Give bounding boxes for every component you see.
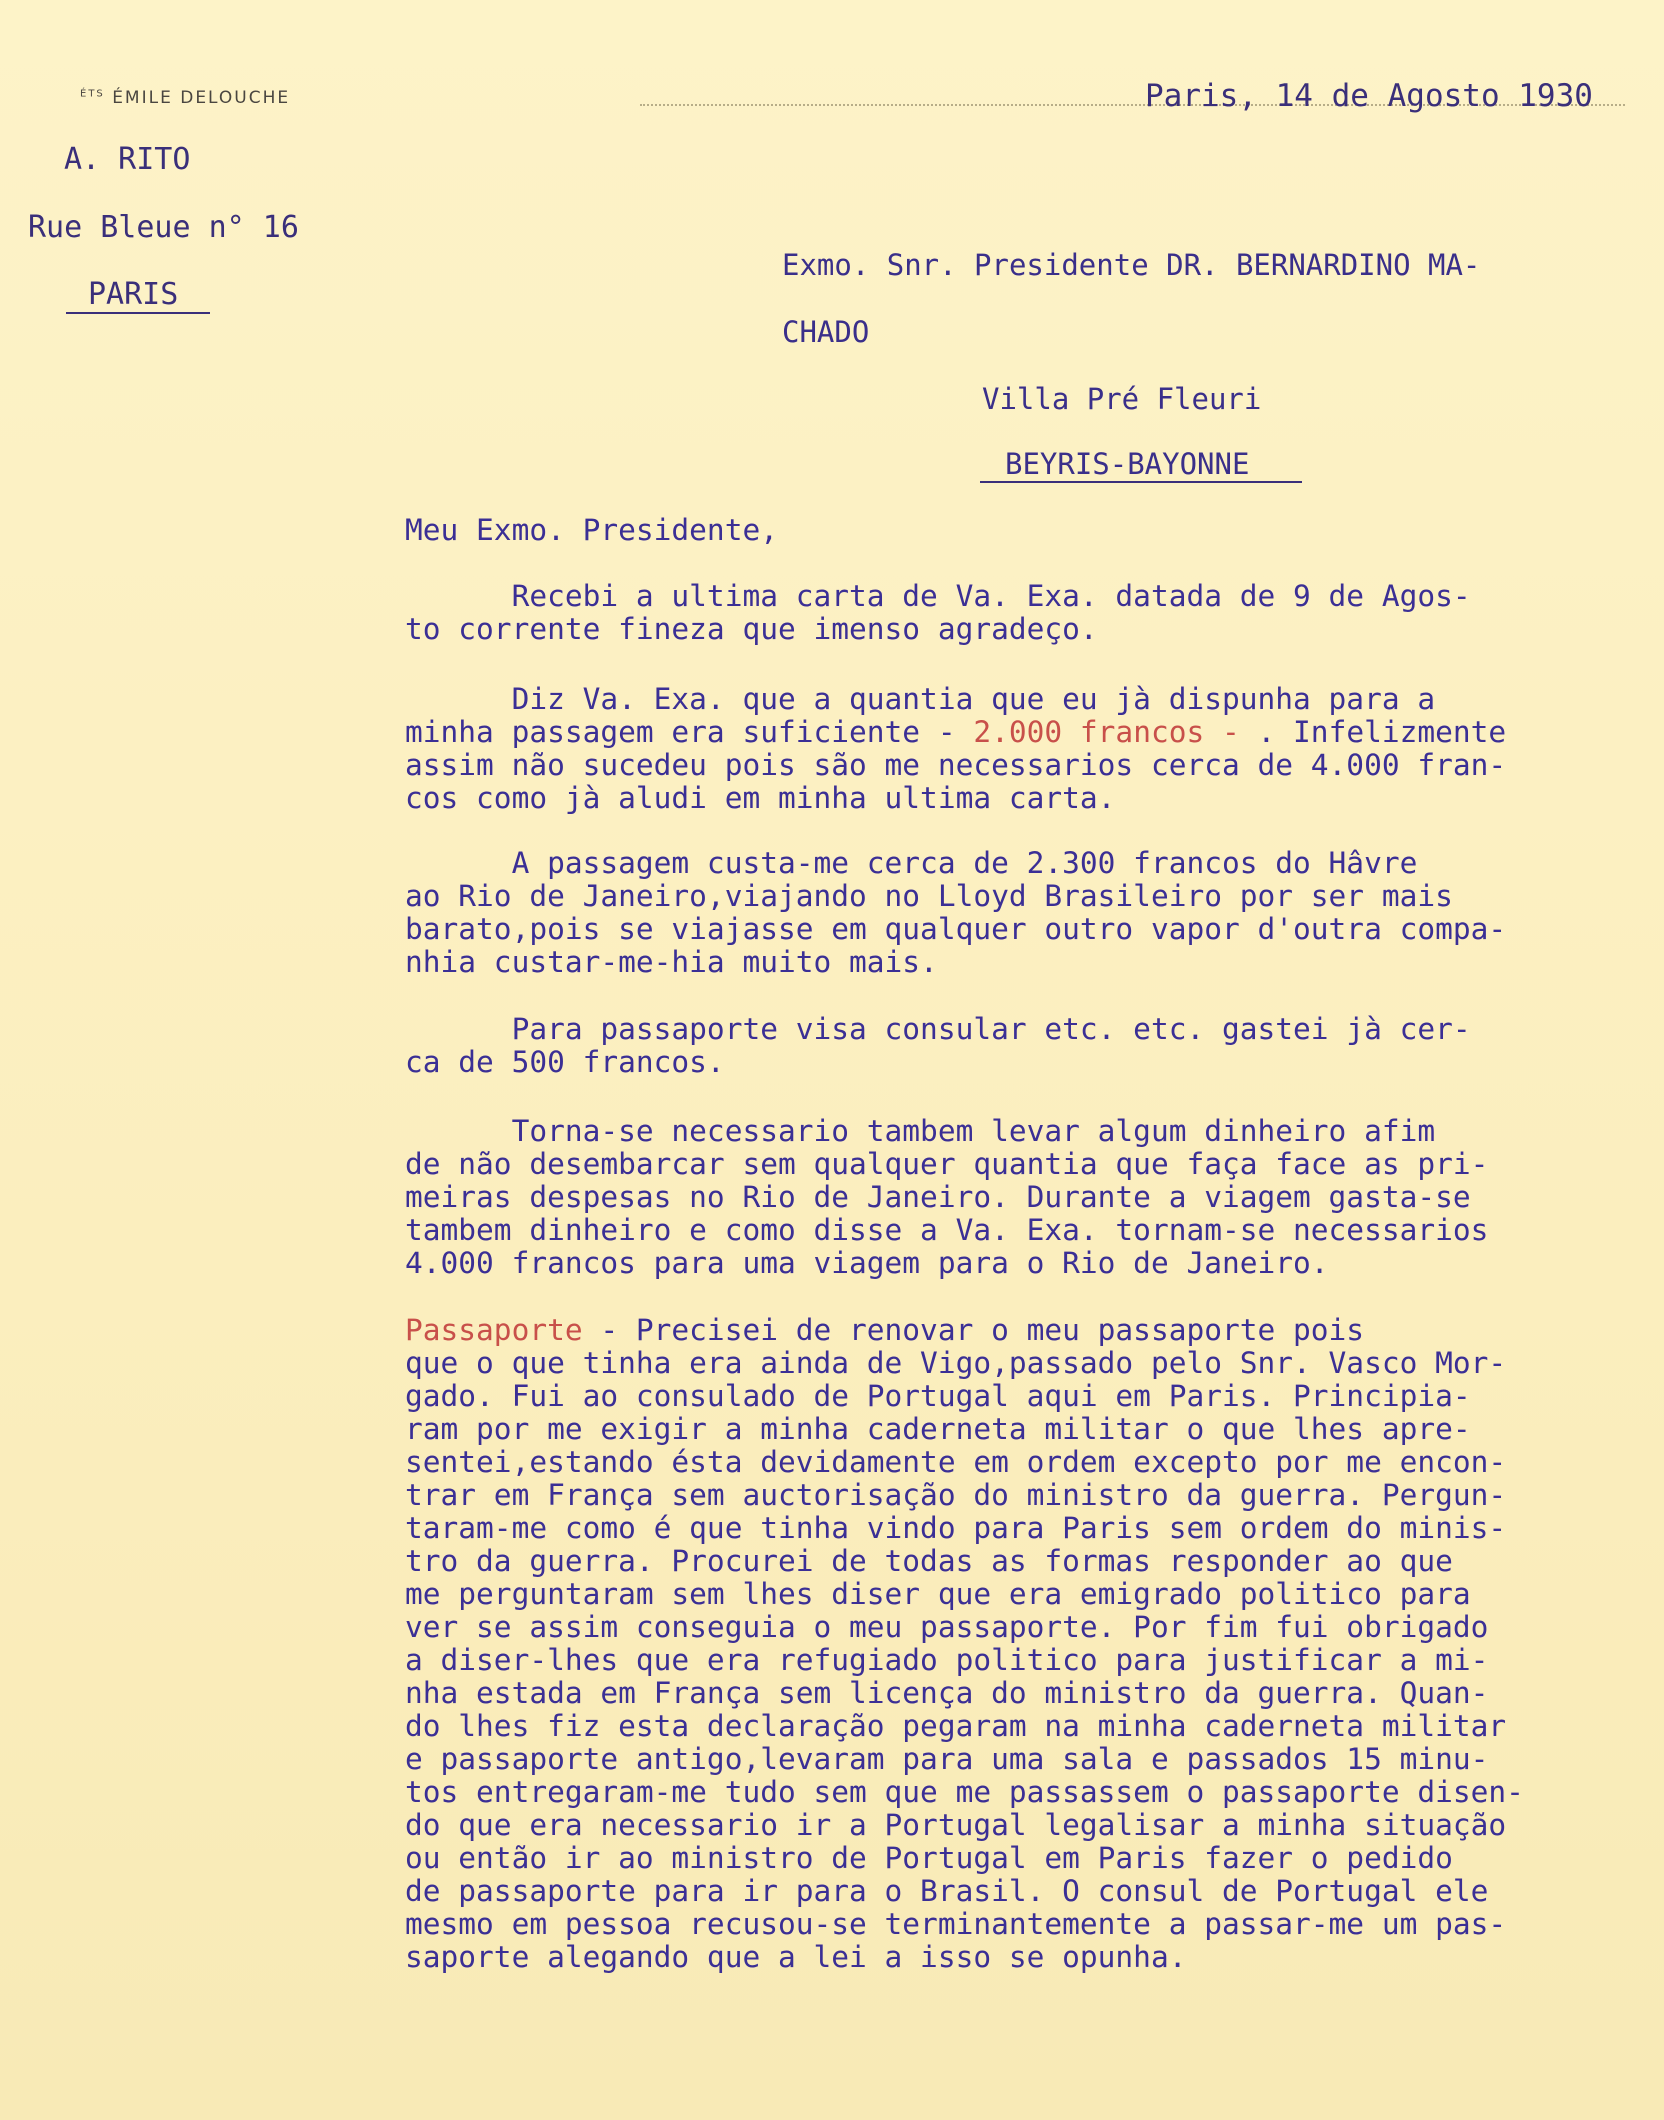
paragraph-5: Torna-se necessario tambem levar algum dinheiro afim de não desembarcar sem qualquer quantia que faça face as pri- meiras despesas no Rio de Janeiro. Durante a viagem gasta-se tambem dinheiro e como disse a Va. Exa. tornam-se necessarios 4.000 francos para uma viagem para o Rio de Janeiro.	[405, 1114, 1489, 1280]
sender-city: PARIS	[88, 277, 179, 312]
amount-highlight: 2.000 francos -	[973, 715, 1240, 749]
recipient-line-1: Exmo. Snr. Presidente DR. BERNARDINO MA-	[782, 248, 1481, 282]
letterhead-prefix: ÉTS	[80, 88, 105, 100]
letterhead-company	[80, 88, 290, 108]
paragraph-6-body: - Precisei de renovar o meu passaporte pois que o que tinha era ainda de Vigo,passado pelo Snr. Vasco Mor- gado. Fui ao consulado de Portugal aqui em Paris. Principia- ram por me exigir a minha caderneta militar o que lhes apre- sentei,estando ésta devidamente em ordem excepto por me encon- trar em França sem auctorisação do ministro da guerra. Pergun- taram-me como é que tinha vindo para Paris sem ordem do minis- tro da guerra. Procurei de todas as formas responder ao que me perguntaram sem lhes diser que era emigrado politico para ver se assim conseguia o meu passaporte. Por fim fui obrigado a diser-lhes que era refugiado politico para justificar a mi- nha estada em França sem licença do ministro da guerra. Quan- do lhes fiz esta declaração pegaram na minha caderneta militar e passaporte antigo,levaram para uma sala e passados 15 minu- tos entregaram-me tudo sem que me passassem o passaporte disen- do que era necessario ir a Portugal legalisar a minha situação ou então ir ao ministro de Portugal em Paris fazer o pedido de passaporte para ir para o Brasil. O consul de Portugal ele mesmo em pessoa recusou-se terminantemente a passar-me um pas- saporte alegando que a lei a isso se opunha.	[405, 1313, 1524, 1974]
recipient-villa: Villa Pré Fleuri	[982, 382, 1262, 416]
salutation: Meu Exmo. Presidente,	[405, 513, 778, 547]
letterhead-company-name: ÉMILE DELOUCHE	[112, 88, 291, 108]
sender-street: Rue Bleue n° 16	[28, 210, 299, 245]
sender-name: A. RITO	[64, 142, 191, 177]
paragraph-4: Para passaporte visa consular etc. etc. gastei jà cer- ca de 500 francos.	[405, 1012, 1471, 1079]
paragraph-2-end: . Infelizmente assim não sucedeu pois são me necessarios cerca de 4.000 fran- cos como jà aludi em minha ultima carta.	[405, 715, 1507, 815]
sender-city-underline	[66, 312, 210, 314]
letter-date: Paris, 14 de Agosto 1930	[1145, 78, 1593, 114]
paragraph-1: Recebi a ultima carta de Va. Exa. datada de 9 de Agos- to corrente fineza que imenso agradeço.	[405, 579, 1471, 646]
passaporte-label: Passaporte	[405, 1313, 583, 1347]
recipient-line-2: CHADO	[782, 315, 870, 349]
recipient-city-underline	[980, 481, 1302, 483]
paragraph-6	[405, 1314, 1645, 1974]
paragraph-2	[405, 683, 1645, 815]
recipient-city: BEYRIS-BAYONNE	[1005, 447, 1250, 481]
paragraph-2-start: Diz Va. Exa. que a quantia que eu jà dispunha para a minha passagem era suficiente -	[405, 682, 1436, 749]
paragraph-3: A passagem custa-me cerca de 2.300 francos do Hâvre ao Rio de Janeiro,viajando no Lloyd Brasileiro por ser mais barato,pois se viajasse em qualquer outro vapor d'outra compa- nhia custar-me-hia muito mais.	[405, 846, 1507, 979]
